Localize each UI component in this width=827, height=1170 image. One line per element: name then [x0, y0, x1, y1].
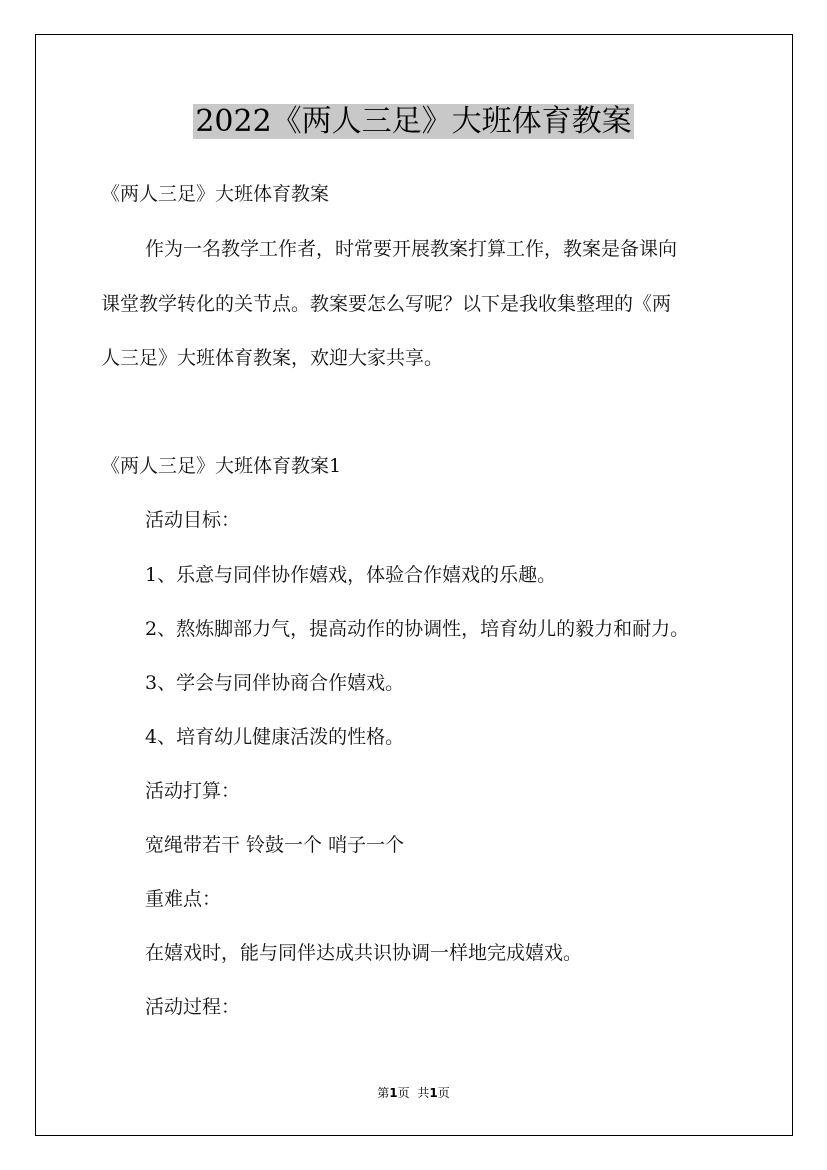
footer-total-number: 1: [429, 1086, 438, 1100]
prep-label: 活动打算：: [145, 780, 241, 802]
footer-page-suffix: 页: [397, 1086, 410, 1100]
document-title-text: 2022《两人三足》大班体育教案: [195, 104, 632, 139]
page-footer: [0, 1084, 827, 1101]
subtitle: 《两人三足》大班体育教案: [101, 183, 330, 205]
key-label: 重难点：: [145, 888, 222, 910]
document-title: [0, 102, 827, 142]
footer-page-prefix: 第: [377, 1086, 390, 1100]
goal-item-4: 4、培育幼儿健康活泼的性格。: [145, 726, 405, 748]
goal-item-2: 2、熬炼脚部力气，提高动作的协调性，培育幼儿的毅力和耐力。: [145, 618, 690, 640]
prep-items: 宽绳带若干 铃鼓一个 哨子一个: [145, 834, 405, 856]
goal-item-3: 3、学会与同伴协商合作嬉戏。: [145, 672, 405, 694]
key-text: 在嬉戏时，能与同伴达成共识协调一样地完成嬉戏。: [145, 942, 583, 964]
intro-line-3: 人三足》大班体育教案，欢迎大家共享。: [101, 347, 444, 369]
footer-total-prefix: 共: [417, 1086, 430, 1100]
footer-total-suffix: 页: [437, 1086, 450, 1100]
process-label: 活动过程：: [145, 996, 241, 1018]
goals-label: 活动目标：: [145, 509, 241, 531]
intro-line-2: 课堂教学转化的关节点。教案要怎么写呢？以下是我收集整理的《两: [101, 293, 672, 315]
section-heading: 《两人三足》大班体育教案1: [101, 455, 342, 477]
intro-line-1: 作为一名教学工作者，时常要开展教案打算工作，教案是备课向: [145, 238, 678, 260]
footer-page-number: 1: [389, 1086, 398, 1100]
goal-item-1: 1、乐意与同伴协作嬉戏，体验合作嬉戏的乐趣。: [145, 564, 557, 586]
